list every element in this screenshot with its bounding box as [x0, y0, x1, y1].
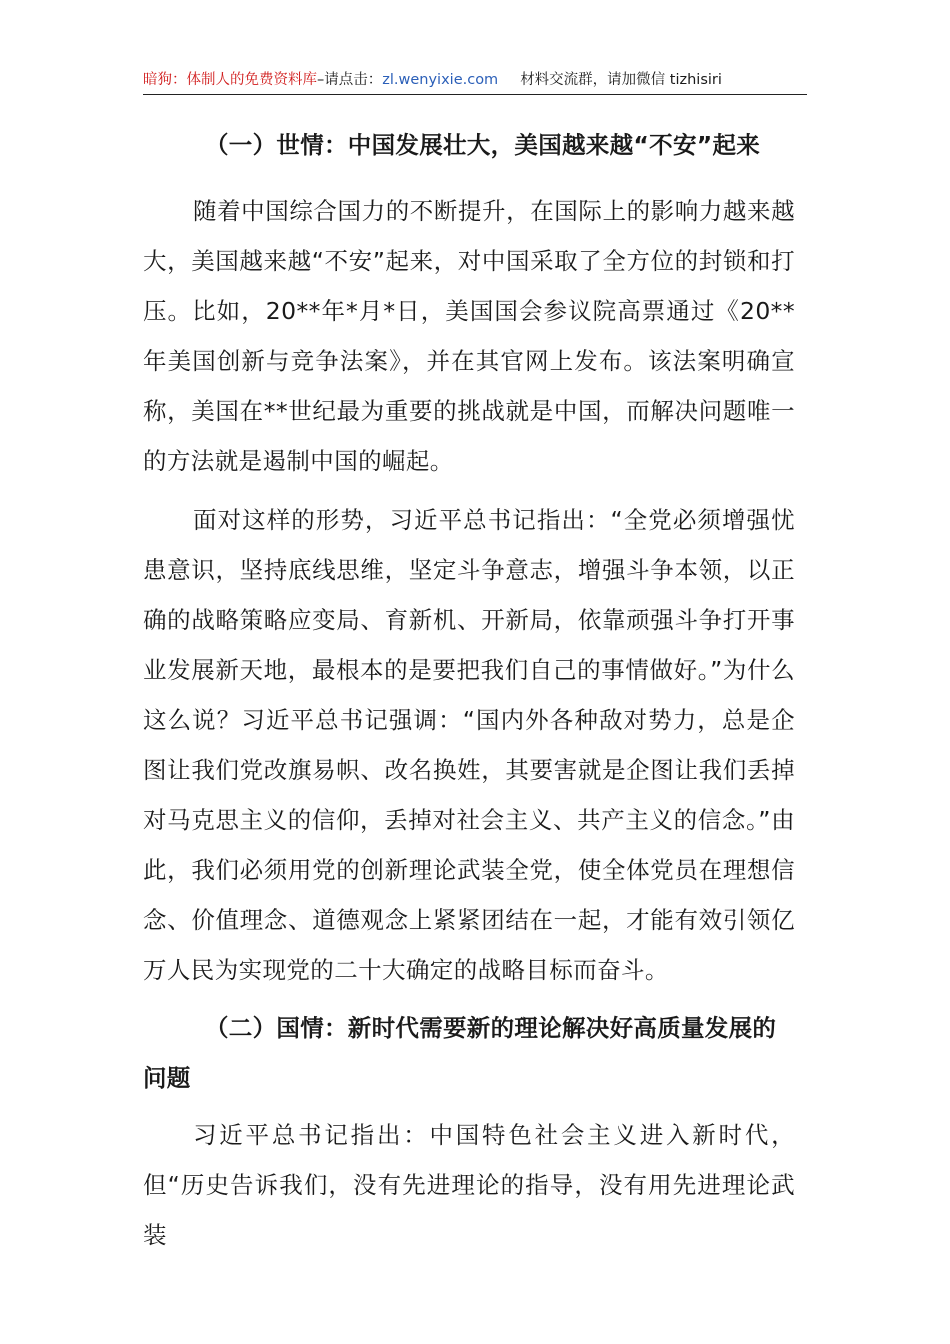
header-contact: 材料交流群，请加微信 tizhisiri — [520, 72, 722, 88]
document-body — [143, 120, 795, 1260]
paragraph: 面对这样的形势，习近平总书记指出：“全党必须增强忧患意识，坚持底线思维，坚定斗争意志，增强斗争本领，以正确的战略策略应变局、育新机、开新局，依靠顽强斗争打开事业发展新天地，最根本的是要把我们自己的事情做好。”为什么这么说？习近平总书记强调：“国内外各种敌对势力，总是企图让我们党改旗易帜、改名换姓，其要害就是企图让我们丢掉对马克思主义的信仰，丢掉对社会主义、共产主义的信念。”由此，我们必须用党的创新理论武装全党，使全体党员在理想信念、价值理念、道德观念上紧紧团结在一起，才能有效引领亿万人民为实现党的二十大确定的战略目标而奋斗。 — [143, 506, 795, 984]
header-brand: 暗狗：体制人的免费资料库 — [143, 72, 317, 88]
header-prompt: –请点击： — [317, 72, 383, 88]
section-heading-world: （一）世情：中国发展壮大，美国越来越“不安”起来 — [205, 131, 761, 159]
paragraph: 随着中国综合国力的不断提升，在国际上的影响力越来越大，美国越来越“不安”起来，对中国采取了全方位的封锁和打压。比如，20**年*月*日，美国国会参议院高票通过《20**年美国创新与竞争法案》，并在其官网上发布。该法案明确宣称，美国在**世纪最为重要的挑战就是中国，而解决问题唯一的方法就是遏制中国的崛起。 — [143, 197, 795, 475]
section-heading-national: （二）国情：新时代需要新的理论解决好高质量发展的问题 — [143, 1014, 777, 1092]
page-header — [143, 70, 807, 95]
paragraph: 习近平总书记指出：中国特色社会主义进入新时代，但“历史告诉我们，没有先进理论的指导，没有用先进理论武装 — [143, 1121, 795, 1249]
header-link[interactable]: zl.wenyixie.com — [382, 72, 499, 88]
